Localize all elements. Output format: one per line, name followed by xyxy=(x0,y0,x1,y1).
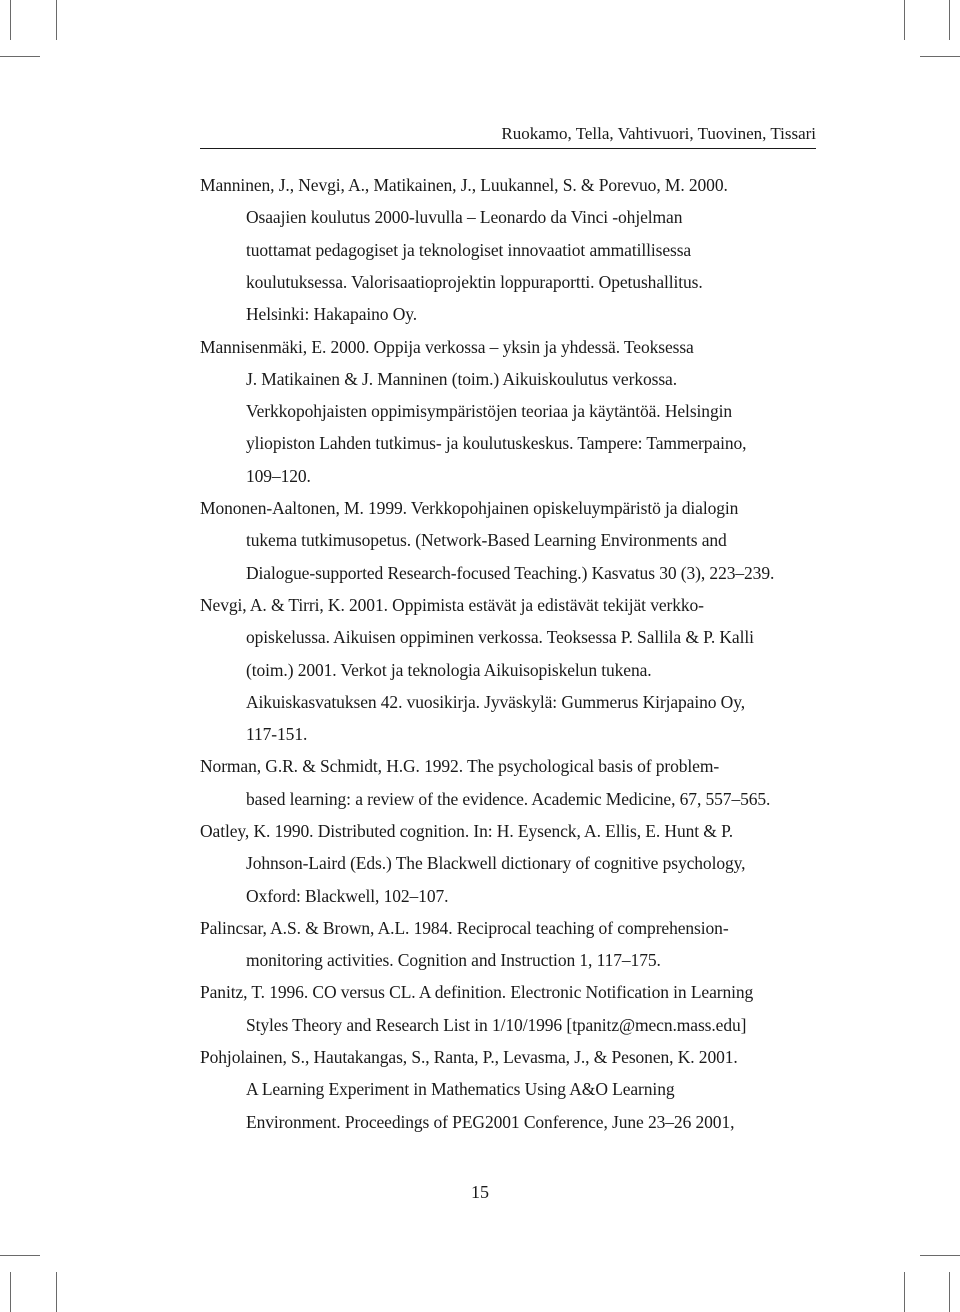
reference-entry-continuation-line: 117-151. xyxy=(246,724,308,744)
reference-entry-continuation-line: Verkkopohjaisten oppimisympäristöjen teoriaa ja käytäntöä. Helsingin xyxy=(246,401,733,421)
reference-entry-continuation-line: Aikuiskasvatuksen 42. vuosikirja. Jyväskylä: Gummerus Kirjapaino Oy, xyxy=(246,692,746,712)
reference-entry-continuation-line: koulutuksessa. Valorisaatioprojektin loppuraportti. Opetushallitus. xyxy=(246,272,703,292)
reference-entry-continuation-line: Oxford: Blackwell, 102–107. xyxy=(246,886,449,906)
reference-entry-first-line: Panitz, T. 1996. CO versus CL. A definition. Electronic Notification in Learning xyxy=(200,982,754,1002)
crop-mark-bottom-right-vertical xyxy=(904,1272,905,1312)
reference-entry-continuation-line: (toim.) 2001. Verkot ja teknologia Aikuisopiskelun tukena. xyxy=(246,660,652,680)
reference-entry-continuation-line: opiskelussa. Aikuisen oppiminen verkossa. Teoksessa P. Sallila & P. Kalli xyxy=(246,627,754,647)
reference-entry-continuation-line: yliopiston Lahden tutkimus- ja koulutuskeskus. Tampere: Tammerpaino, xyxy=(246,433,747,453)
crop-mark-bottom-right-vertical-inner xyxy=(949,1272,950,1312)
reference-entry-first-line: Palincsar, A.S. & Brown, A.L. 1984. Reciprocal teaching of comprehension- xyxy=(200,918,729,938)
reference-entry-continuation-line: Osaajien koulutus 2000-luvulla – Leonardo da Vinci -ohjelman xyxy=(246,207,683,227)
reference-entry-continuation-line: tukema tutkimusopetus. (Network-Based Learning Environments and xyxy=(246,530,727,550)
crop-mark-top-right-vertical-inner xyxy=(949,0,950,40)
reference-entry-continuation-line: A Learning Experiment in Mathematics Using A&O Learning xyxy=(246,1079,675,1099)
crop-mark-bottom-left-horizontal xyxy=(0,1255,40,1256)
crop-mark-bottom-right-horizontal xyxy=(920,1255,960,1256)
reference-entry-continuation-line: monitoring activities. Cognition and Instruction 1, 117–175. xyxy=(246,950,661,970)
reference-entry-continuation-line: based learning: a review of the evidence. Academic Medicine, 67, 557–565. xyxy=(246,789,771,809)
crop-mark-top-right-vertical xyxy=(904,0,905,40)
reference-entry-first-line: Mannisenmäki, E. 2000. Oppija verkossa – yksin ja yhdessä. Teoksessa xyxy=(200,337,694,357)
crop-mark-top-left-horizontal xyxy=(0,56,40,57)
reference-entry-continuation-line: tuottamat pedagogiset ja teknologiset innovaatiot ammatillisessa xyxy=(246,240,692,260)
crop-mark-top-left-vertical xyxy=(10,0,11,40)
reference-entry-continuation-line: Dialogue-supported Research-focused Teaching.) Kasvatus 30 (3), 223–239. xyxy=(246,563,775,583)
reference-entry-first-line: Nevgi, A. & Tirri, K. 2001. Oppimista estävät ja edistävät tekijät verkko- xyxy=(200,595,704,615)
reference-entry-first-line: Oatley, K. 1990. Distributed cognition. In: H. Eysenck, A. Ellis, E. Hunt & P. xyxy=(200,821,734,841)
reference-entry-continuation-line: Styles Theory and Research List in 1/10/1996 [tpanitz@mecn.mass.edu] xyxy=(246,1015,747,1035)
reference-entry-first-line: Manninen, J., Nevgi, A., Matikainen, J., Luukannel, S. & Porevuo, M. 2000. xyxy=(200,175,728,195)
reference-list xyxy=(200,0,816,1160)
page-number: 15 xyxy=(471,1182,489,1202)
crop-mark-bottom-left-vertical-inner xyxy=(56,1272,57,1312)
reference-entry-first-line: Norman, G.R. & Schmidt, H.G. 1992. The psychological basis of problem- xyxy=(200,756,720,776)
reference-entry-continuation-line: Johnson-Laird (Eds.) The Blackwell dictionary of cognitive psychology, xyxy=(246,853,746,873)
reference-entry-continuation-line: Helsinki: Hakapaino Oy. xyxy=(246,304,418,324)
crop-mark-top-left-vertical-inner xyxy=(56,0,57,40)
reference-entry-continuation-line: J. Matikainen & J. Manninen (toim.) Aikuiskoulutus verkossa. xyxy=(246,369,677,389)
reference-entry-first-line: Mononen-Aaltonen, M. 1999. Verkkopohjainen opiskeluympäristö ja dialogin xyxy=(200,498,739,518)
running-header: Ruokamo, Tella, Vahtivuori, Tuovinen, Tissari xyxy=(501,124,816,143)
crop-mark-bottom-left-vertical xyxy=(10,1272,11,1312)
crop-mark-top-right-horizontal xyxy=(920,56,960,57)
reference-entry-first-line: Pohjolainen, S., Hautakangas, S., Ranta, P., Levasma, J., & Pesonen, K. 2001. xyxy=(200,1047,738,1067)
reference-entry-continuation-line: Environment. Proceedings of PEG2001 Conference, June 23–26 2001, xyxy=(246,1112,735,1132)
reference-entry-continuation-line: 109–120. xyxy=(246,466,311,486)
